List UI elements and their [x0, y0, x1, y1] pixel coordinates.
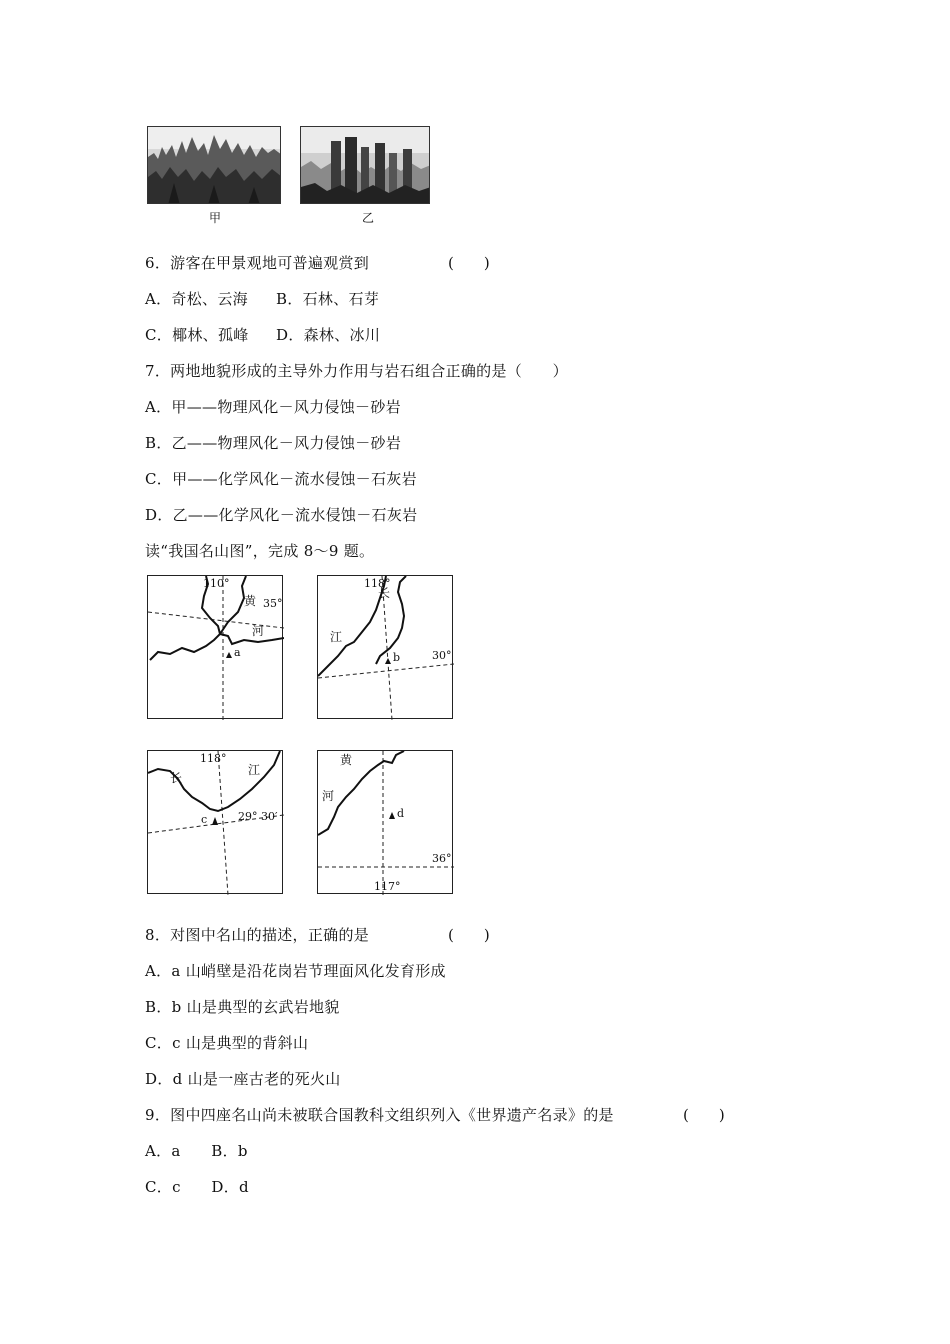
- photo-jia-caption: 甲: [209, 211, 222, 225]
- map-a-lat: 35°: [263, 597, 283, 610]
- q7-stem: 7．两地地貌形成的主导外力作用与岩石组合正确的是（ ）: [145, 362, 568, 380]
- map-b-river1: 长: [378, 586, 391, 600]
- q8-stem: 8．对图中名山的描述，正确的是: [145, 926, 370, 944]
- map-d-lat: 36°: [432, 852, 452, 865]
- map-b: [317, 575, 453, 719]
- q9-answer-paren: ( ): [683, 1106, 725, 1124]
- map-c-lon: 118°: [200, 752, 227, 765]
- q7-option-a: A．甲——物理风化－风力侵蚀－砂岩: [145, 398, 401, 416]
- map-d-lon: 117°: [374, 880, 401, 893]
- q7-option-c: C．甲——化学风化－流水侵蚀－石灰岩: [145, 470, 417, 488]
- map-b-lat: 30°: [432, 649, 452, 662]
- map-d-peak: d: [397, 807, 405, 820]
- photo-jia: [147, 126, 281, 204]
- map-c: [147, 750, 283, 894]
- q7-option-d: D．乙——化学风化－流水侵蚀－石灰岩: [145, 506, 418, 524]
- q7-option-b: B．乙——物理风化－风力侵蚀－砂岩: [145, 434, 402, 452]
- q9-options-ab: A．a B．b: [145, 1142, 248, 1160]
- q8-option-b: B．b 山是典型的玄武岩地貌: [145, 998, 340, 1016]
- q6-option-a: A．奇松、云海: [145, 290, 248, 308]
- q9-options-cd: C．c D．d: [145, 1178, 249, 1196]
- map-c-lat: 29° 30′: [238, 810, 278, 823]
- q8-option-a: A．a 山峭壁是沿花岗岩节理面风化发育形成: [145, 962, 446, 980]
- q6-option-d: D．森林、冰川: [276, 326, 381, 344]
- map-b-peak: b: [393, 651, 401, 664]
- q8-option-d: D．d 山是一座古老的死火山: [145, 1070, 341, 1088]
- map-a-river1: 黄: [244, 594, 257, 608]
- map-a: [147, 575, 283, 719]
- q6-answer-paren: ( ): [448, 254, 490, 272]
- map-a-river2: 河: [252, 624, 265, 638]
- q6-stem: 6．游客在甲景观地可普遍观赏到: [145, 254, 370, 272]
- q9-stem: 9．图中四座名山尚未被联合国教科文组织列入《世界遗产名录》的是: [145, 1106, 614, 1124]
- q8-answer-paren: ( ): [448, 926, 490, 944]
- map-c-peak: c: [201, 813, 208, 826]
- map-a-lon: 110°: [203, 577, 230, 590]
- photo-yi: [300, 126, 430, 204]
- map-d-river1: 黄: [340, 753, 353, 767]
- map-c-river1: 长: [170, 771, 183, 785]
- q8-option-c: C．c 山是典型的背斜山: [145, 1034, 309, 1052]
- photo-yi-caption: 乙: [362, 211, 375, 225]
- q6-option-b: B．石林、石芽: [276, 290, 380, 308]
- map-b-river2: 江: [330, 630, 343, 644]
- map-b-lon: 118°: [364, 577, 391, 590]
- q6-option-c: C．椰林、孤峰: [145, 326, 249, 344]
- map-c-river2: 江: [248, 763, 261, 777]
- map-d-river2: 河: [322, 789, 335, 803]
- maps-intro: 读“我国名山图”，完成 8～9 题。: [145, 542, 375, 560]
- map-d: [317, 750, 453, 894]
- map-a-peak: a: [234, 646, 241, 659]
